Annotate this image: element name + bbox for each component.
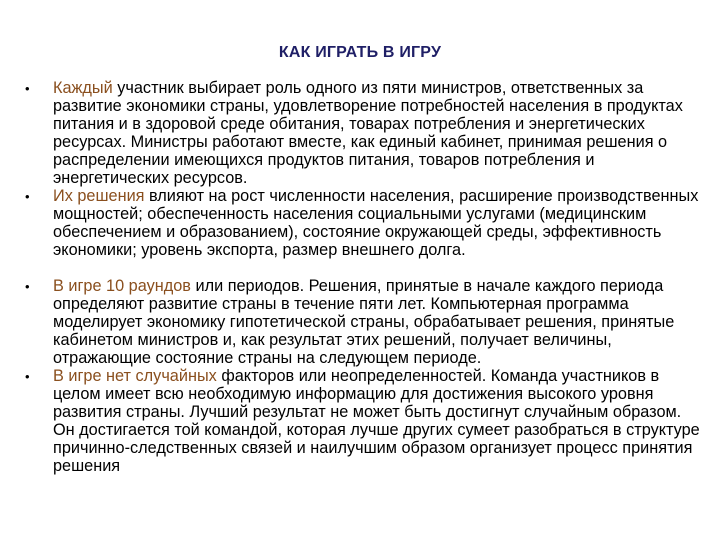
bullet-text: влияют на рост численности населения, расширение производственных мощностей; обеспеченность населения социальными услугами (медицинским обеспечением и образованием), состояние окружающей среды, эффективность экономики; уровень экспорта, размер внешнего долга. [53,187,699,259]
bullet-icon: • [25,369,30,384]
bullet-icon: • [25,279,30,294]
bullet-item-no-random [22,368,702,475]
bullet-highlight: В игре нет случайных [53,367,217,385]
bullet-item-decisions [22,188,702,278]
bullet-list [22,80,702,475]
bullet-highlight: В игре 10 раундов [53,277,191,295]
bullet-item-role [22,80,702,188]
bullet-text: факторов или неопределенностей. Команда участников в целом имеет всю необходимую информацию для достижения высокого уровня развития страны. Лучший результат не может быть достигнут случайным образом. Он достигается той командой, которая лучше других сумеет разобраться в структуре причинно-следственных связей и наилучшим образом организует процесс принятия решения [53,367,700,475]
bullet-icon: • [25,81,30,96]
bullet-text: или периодов. Решения, принятые в начале каждого периода определяют развитие страны в течение пяти лет. Компьютерная программа моделирует экономику гипотетической страны, обрабатывает решения, принятые кабинетом министров и, как результат этих решений, получает величины, отражающие состояние страны на следующем периоде. [53,277,675,367]
slide-title: КАК ИГРАТЬ В ИГРУ [278,44,442,61]
bullet-text: участник выбирает роль одного из пяти министров, ответственных за развитие экономики страны, удовлетворение потребностей населения в продуктах питания и в здоровой среде обитания, товарах потребления и энергетических ресурсах. Министры работают вместе, как единый кабинет, принимая решения о распределении имеющихся продуктов питания, товаров потребления и энергетических ресурсов. [53,79,683,187]
bullet-item-rounds [22,278,702,368]
bullet-highlight: Каждый [53,79,113,97]
bullet-icon: • [25,189,30,204]
bullet-highlight: Их решения [53,187,145,205]
